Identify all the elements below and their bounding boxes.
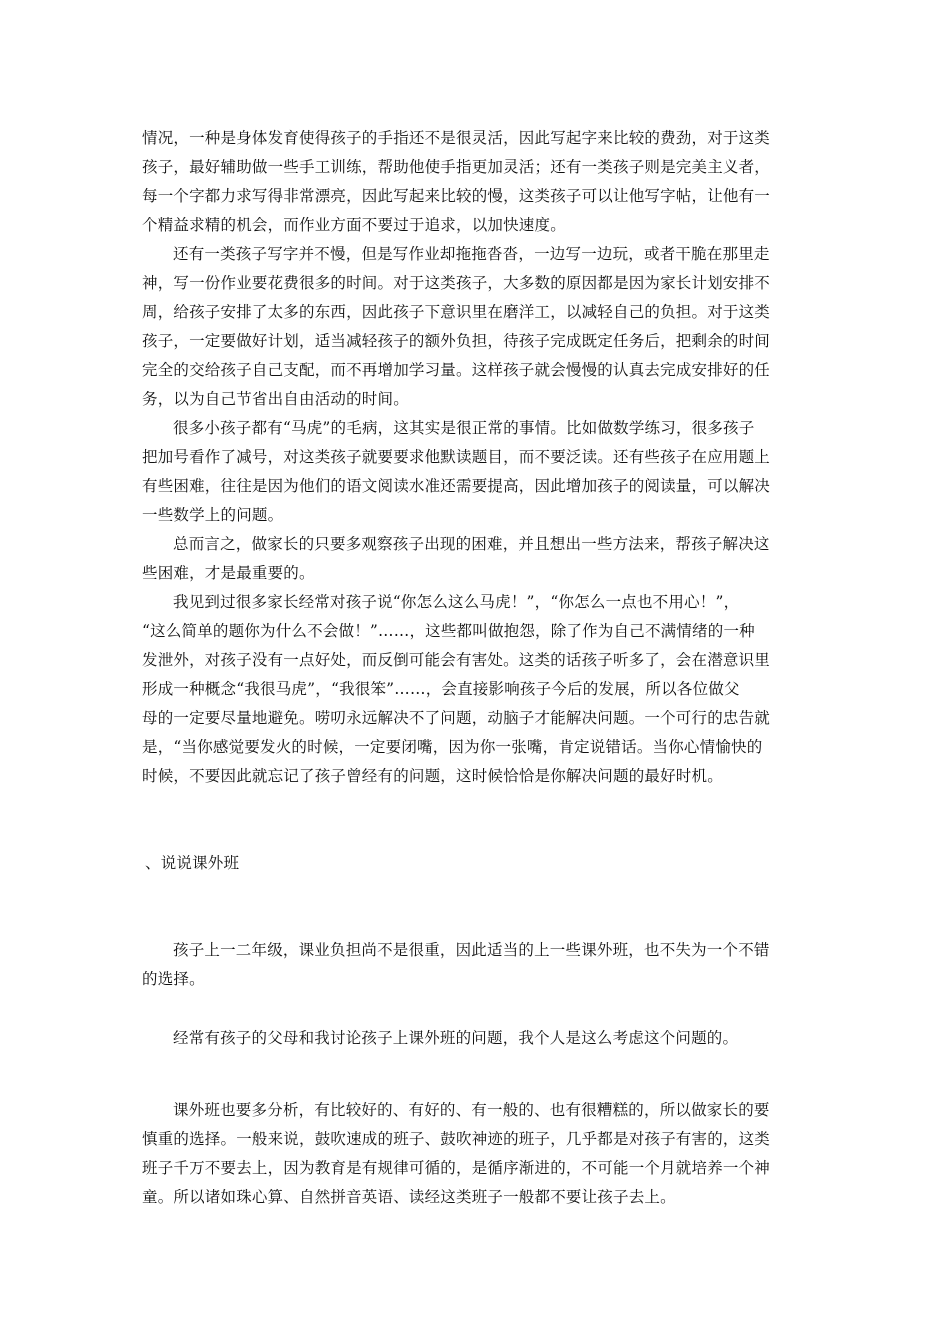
text-line: 童。所以诸如珠心算、自然拼音英语、读经这类班子一般都不要让孩子去上。 [142, 1188, 676, 1206]
text-line: 孩子，最好辅助做一些手工训练，帮助他使手指更加灵活；还有一类孩子则是完美主义者， [142, 158, 771, 176]
text-line: 发泄外，对孩子没有一点好处，而反倒可能会有害处。这类的话孩子听多了，会在潜意识里 [142, 651, 771, 669]
text-line: 孩子，一定要做好计划，适当减轻孩子的额外负担，待孩子完成既定任务后，把剩余的时间 [142, 332, 771, 350]
text-line: 有些困难，往往是因为他们的语文阅读水准还需要提高，因此增加孩子的阅读量，可以解决 [142, 477, 771, 495]
text-line: 很多小孩子都有“马虎”的毛病，这其实是很正常的事情。比如做数学练习，很多孩子 [173, 419, 755, 437]
text-line: 一些数学上的问题。 [142, 506, 284, 524]
text-line: 神，写一份作业要花费很多的时间。对于这类孩子，大多数的原因都是因为家长计划安排不 [142, 274, 771, 292]
text-line: 课外班也要多分析，有比较好的、有好的、有一般的、也有很糟糕的，所以做家长的要 [173, 1101, 770, 1119]
text-line: “这么简单的题你为什么不会做！”……，这些都叫做抱怨，除了作为自己不满情绪的一种 [142, 622, 755, 640]
text-line: 母的一定要尽量地避免。唠叨永远解决不了问题，动脑子才能解决问题。一个可行的忠告就 [142, 709, 771, 727]
text-line: 班子千万不要去上，因为教育是有规律可循的，是循序渐进的，不可能一个月就培养一个神 [142, 1159, 771, 1177]
text-line: 时候，不要因此就忘记了孩子曾经有的问题，这时候恰恰是你解决问题的最好时机。 [142, 767, 723, 785]
text-line: 经常有孩子的父母和我讨论孩子上课外班的问题，我个人是这么考虑这个问题的。 [173, 1029, 739, 1047]
text-line: 些困难，才是最重要的。 [142, 564, 315, 582]
text-line: 孩子上一二年级，课业负担尚不是很重，因此适当的上一些课外班，也不失为一个不错 [173, 941, 770, 959]
section-heading: 、说说课外班 [145, 854, 240, 872]
text-line: 情况，一种是身体发育使得孩子的手指还不是很灵活，因此写起字来比较的费劲，对于这类 [142, 129, 771, 147]
text-line: 形成一种概念“我很马虎”，“我很笨”……，会直接影响孩子今后的发展，所以各位做父 [142, 680, 740, 698]
text-line: 是，“当你感觉要发火的时候，一定要闭嘴，因为你一张嘴，肯定说错话。当你心情愉快的 [142, 738, 763, 756]
text-line: 周，给孩子安排了太多的东西，因此孩子下意识里在磨洋工，以减轻自己的负担。对于这类 [142, 303, 771, 321]
text-line: 把加号看作了减号，对这类孩子就要要求他默读题目，而不要泛读。还有些孩子在应用题上 [142, 448, 771, 466]
text-line: 的选择。 [142, 970, 205, 988]
text-line: 每一个字都力求写得非常漂亮，因此写起来比较的慢，这类孩子可以让他写字帖，让他有一 [142, 187, 771, 205]
text-line: 完全的交给孩子自己支配，而不再增加学习量。这样孩子就会慢慢的认真去完成安排好的任 [142, 361, 771, 379]
text-line: 务，以为自己节省出自由活动的时间。 [142, 390, 409, 408]
text-line: 总而言之，做家长的只要多观察孩子出现的困难，并且想出一些方法来，帮孩子解决这 [173, 535, 770, 553]
text-line: 还有一类孩子写字并不慢，但是写作业却拖拖沓沓，一边写一边玩，或者干脆在那里走 [173, 245, 770, 263]
text-line: 慎重的选择。一般来说，鼓吹速成的班子、鼓吹神迹的班子，几乎都是对孩子有害的，这类 [142, 1130, 771, 1148]
text-line: 个精益求精的机会，而作业方面不要过于追求，以加快速度。 [142, 216, 566, 234]
text-line: 我见到过很多家长经常对孩子说“你怎么这么马虎！”，“你怎么一点也不用心！”， [173, 593, 740, 611]
